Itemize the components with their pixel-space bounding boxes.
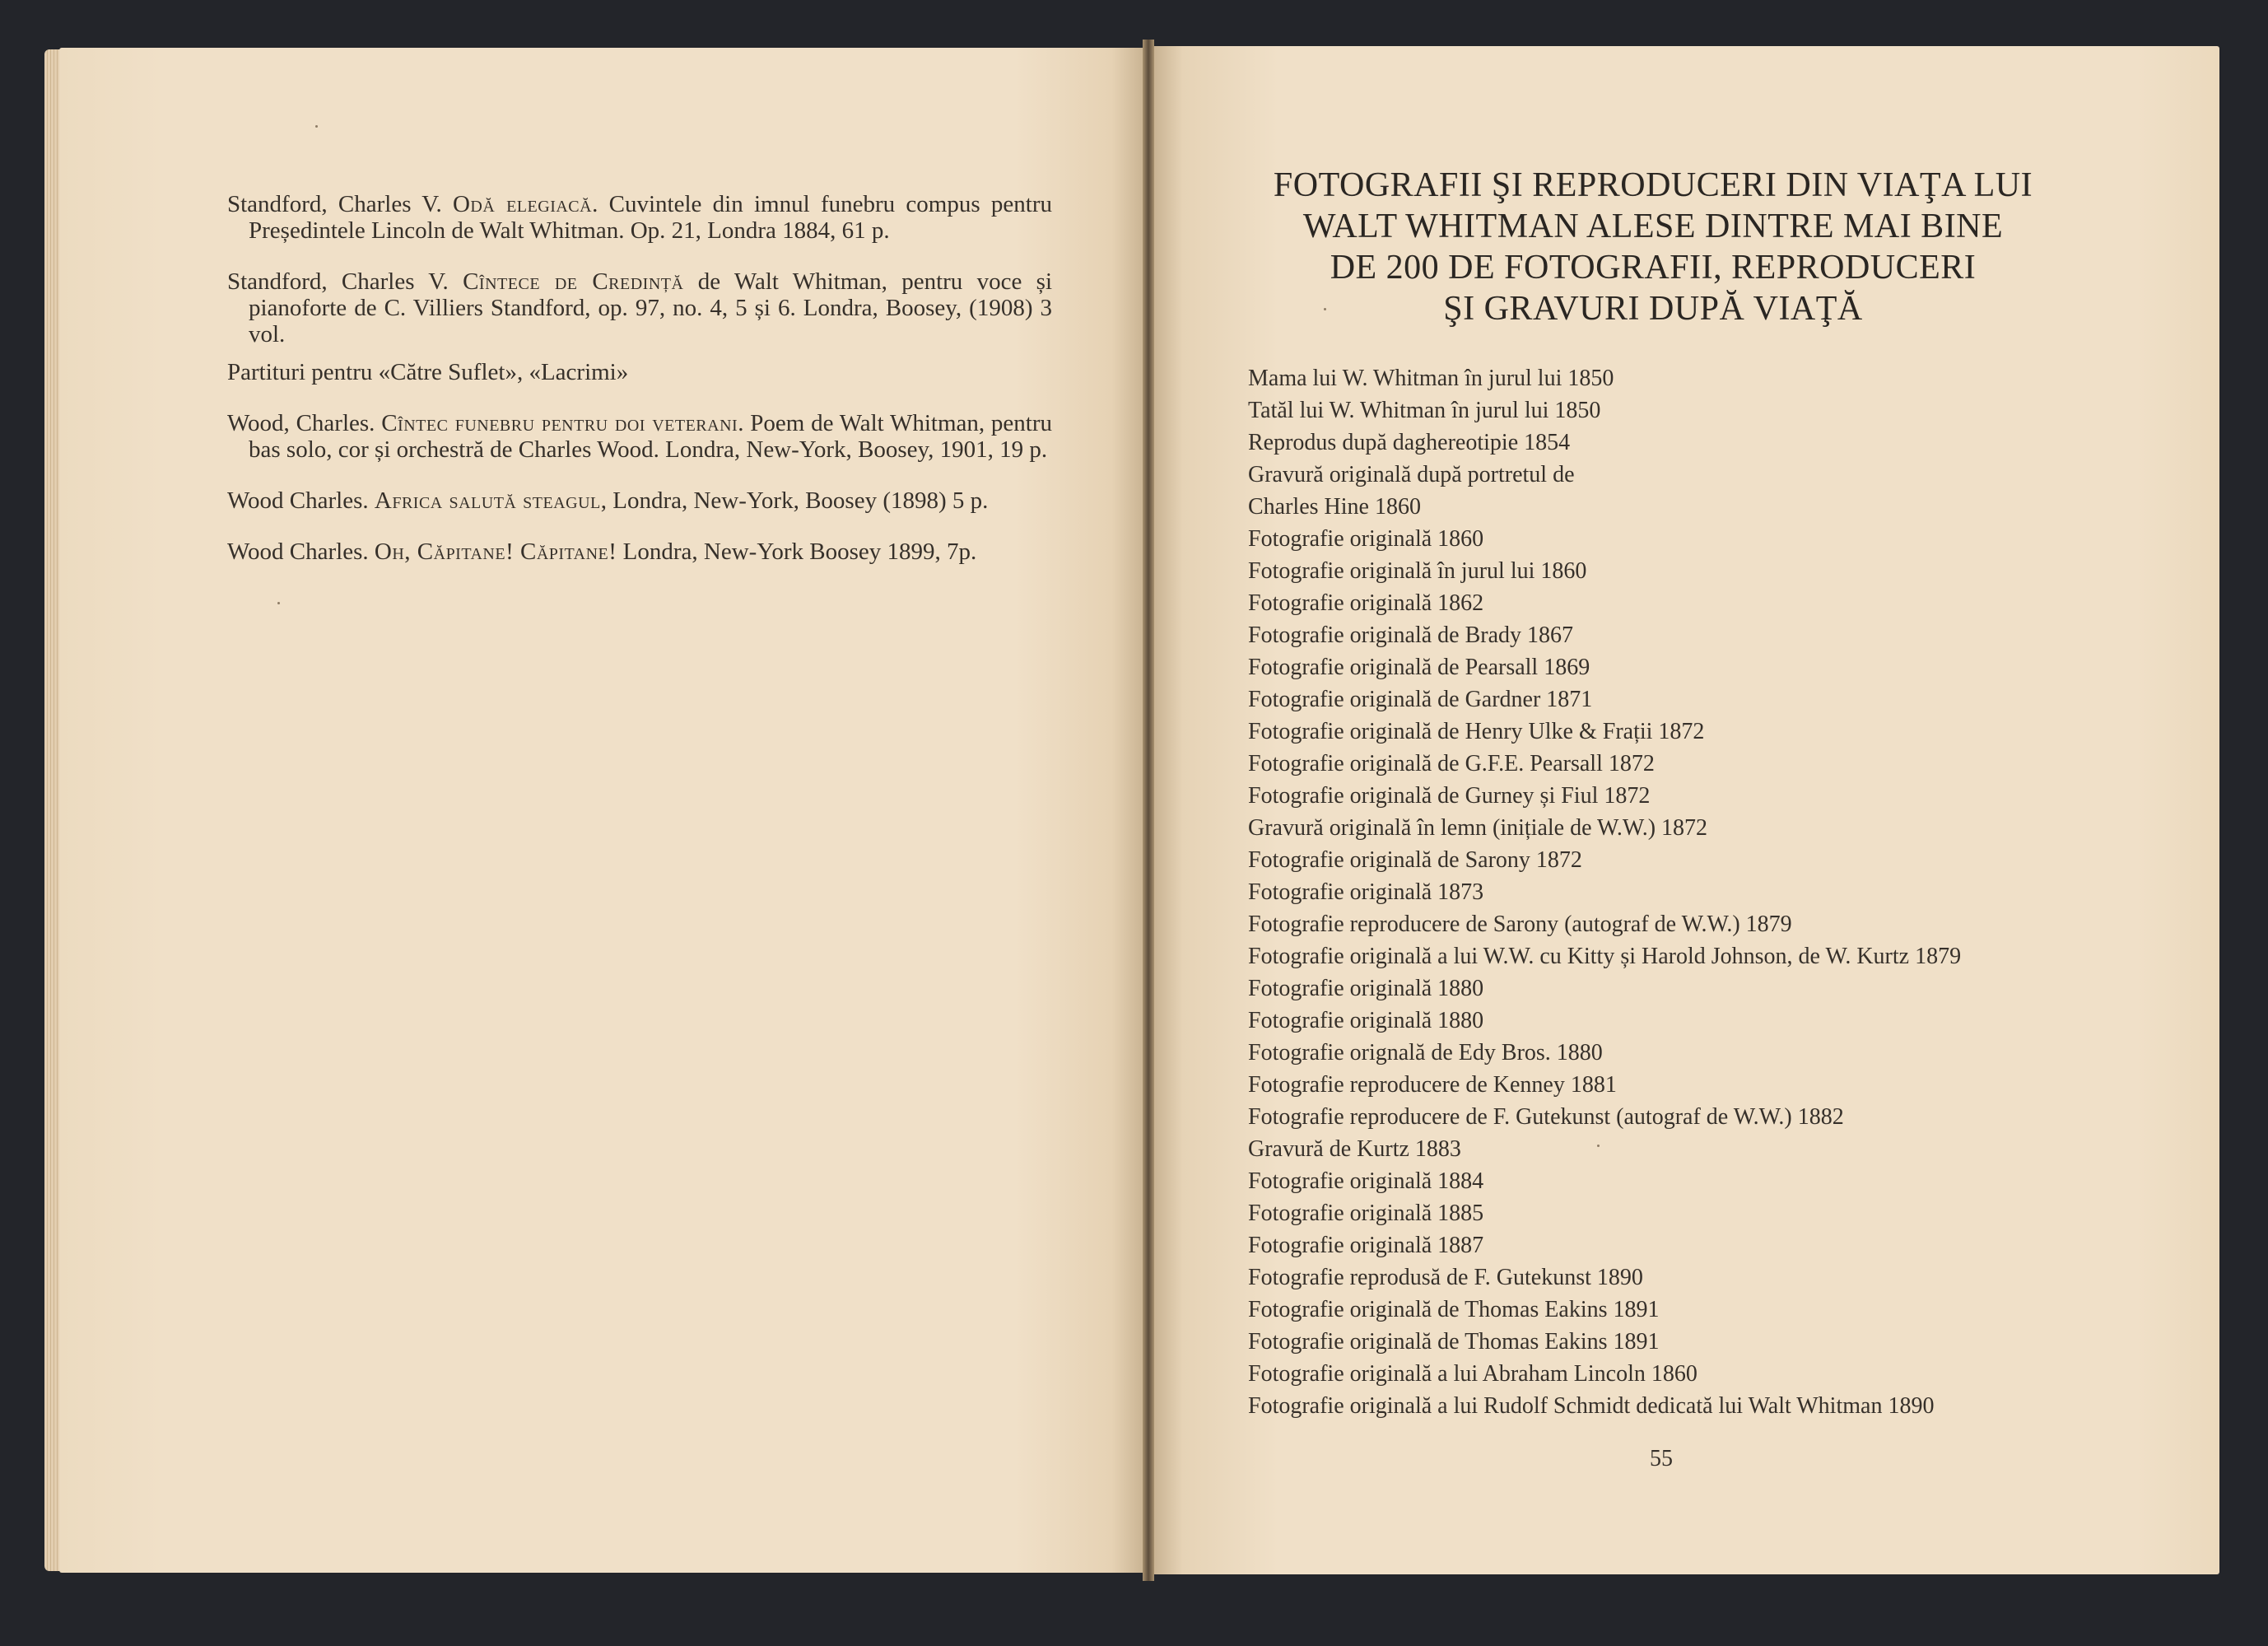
paper-speck [277,602,280,604]
paper-speck [1324,308,1326,310]
work-title: Oh, Căpitane! Căpitane! [374,539,617,565]
work-title: Cîntece de Credință [463,268,684,295]
bibliography-entry: Standford, Charles V. Cîntece de Credință de Walt Whitman, pentru voce și pianoforte de C. Villiers Standford, op. 97, no. 4, 5 și 6. Londra, Boosey, (1908) 3 vol. [227,268,1053,347]
photo-list-item: Fotografie reprodusă de F. Gutekunst 1890 [1248,1265,1643,1290]
page-number: 55 [1650,1446,1673,1471]
photo-list [1241,362,2065,1422]
photo-list-item: Gravură originală în lemn (inițiale de W.W.) 1872 [1248,815,1708,841]
photo-list-item: Fotografie originală 1887 [1248,1233,1484,1258]
photo-list-item: Fotografie originală de Sarony 1872 [1248,847,1582,873]
photo-list-item: Fotografie originală de Gardner 1871 [1248,687,1593,712]
bibliography-entry: Wood Charles. Africa salută steagul, Londra, New-York, Boosey (1898) 5 p. [227,487,989,514]
photo-list-item: Fotografie originală în jurul lui 1860 [1248,558,1587,584]
photo-list-item: Fotografie reproducere de Kenney 1881 [1248,1072,1617,1098]
bibliography-entry: Wood, Charles. Cîntec funebru pentru doi veterani. Poem de Walt Whitman, pentru bas solo, cor și orchestră de Charles Wood. Londra, New-York, Boosey, 1901, 19 p. [227,410,1053,463]
photo-list-item: Fotografie originală a lui W.W. cu Kitty și Harold Johnson, de W. Kurtz 1879 [1248,944,1962,969]
photo-list-item: Fotografie originală 1862 [1248,590,1484,616]
bibliography-entry: Standford, Charles V. Odă elegiacă. Cuvintele din imnul funebru compus pentru Președintele Lincoln de Walt Whitman. Op. 21, Londra 1884, 61 p. [227,191,1052,244]
photo-list-item: Fotografie originală de Pearsall 1869 [1248,655,1590,680]
photo-list-item: Fotografie originală a lui Abraham Lincoln 1860 [1248,1361,1698,1387]
photo-list-item: Mama lui W. Whitman în jurul lui 1850 [1248,366,1614,391]
work-title: Africa salută steagul [374,487,601,514]
photo-section [1241,165,2065,1422]
bibliography-list [227,191,1052,590]
work-title: Odă elegiacă [452,191,593,217]
photo-list-item: Fotografie originală de G.F.E. Pearsall 1872 [1248,751,1655,776]
book-gutter [1143,40,1154,1581]
photo-list-item: Reprodus după daghereotipie 1854 [1248,430,1571,455]
photo-list-item: Fotografie originală de Brady 1867 [1248,622,1574,648]
photo-list-item: Fotografie originală a lui Rudolf Schmidt dedicată lui Walt Whitman 1890 [1248,1393,1935,1419]
photo-list-item: Fotografie originală 1885 [1248,1201,1484,1226]
photo-list-item: Tatăl lui W. Whitman în jurul lui 1850 [1248,398,1601,423]
photo-list-item: Gravură originală după portretul de [1248,462,1575,487]
photo-list-item: Fotografie originală 1884 [1248,1168,1484,1194]
photo-list-item: Fotografie originală 1860 [1248,526,1484,552]
section-heading: FOTOGRAFII ŞI REPRODUCERI DIN VIAŢA LUI WALT WHITMAN ALESE DINTRE MAI BINE DE 200 DE FOTOGRAFII, REPRODUCERI ŞI GRAVURI DUPĂ VIAŢĂ [1273,166,2033,328]
photo-list-item: Fotografie originală de Thomas Eakins 1891 [1248,1297,1660,1322]
photo-list-item: Fotografie originală de Henry Ulke & Frații 1872 [1248,719,1705,744]
photo-list-item: Charles Hine 1860 [1248,494,1421,520]
photo-list-item: Gravură de Kurtz 1883 [1248,1136,1461,1162]
paper-speck [1597,1145,1600,1147]
photo-list-item: Fotografie originală de Thomas Eakins 1891 [1248,1329,1660,1355]
work-title: Cîntec funebru pentru doi veterani [381,410,738,436]
photo-list-item: Fotografie originală de Gurney și Fiul 1872 [1248,783,1651,809]
photo-list-item: Fotografie reproducere de Sarony (autograf de W.W.) 1879 [1248,912,1792,937]
photo-list-item: Fotografie originală 1880 [1248,976,1484,1001]
bibliography-note: Partituri pentru «Către Suflet», «Lacrimi» [227,359,629,385]
bibliography-entry: Wood Charles. Oh, Căpitane! Căpitane! Londra, New-York Boosey 1899, 7p. [227,539,977,565]
paper-speck [315,125,318,128]
photo-list-item: Fotografie orignală de Edy Bros. 1880 [1248,1040,1603,1065]
photo-list-item: Fotografie originală 1880 [1248,1008,1484,1033]
photo-list-item: Fotografie reproducere de F. Gutekunst (autograf de W.W.) 1882 [1248,1104,1844,1130]
photo-list-item: Fotografie originală 1873 [1248,879,1484,905]
